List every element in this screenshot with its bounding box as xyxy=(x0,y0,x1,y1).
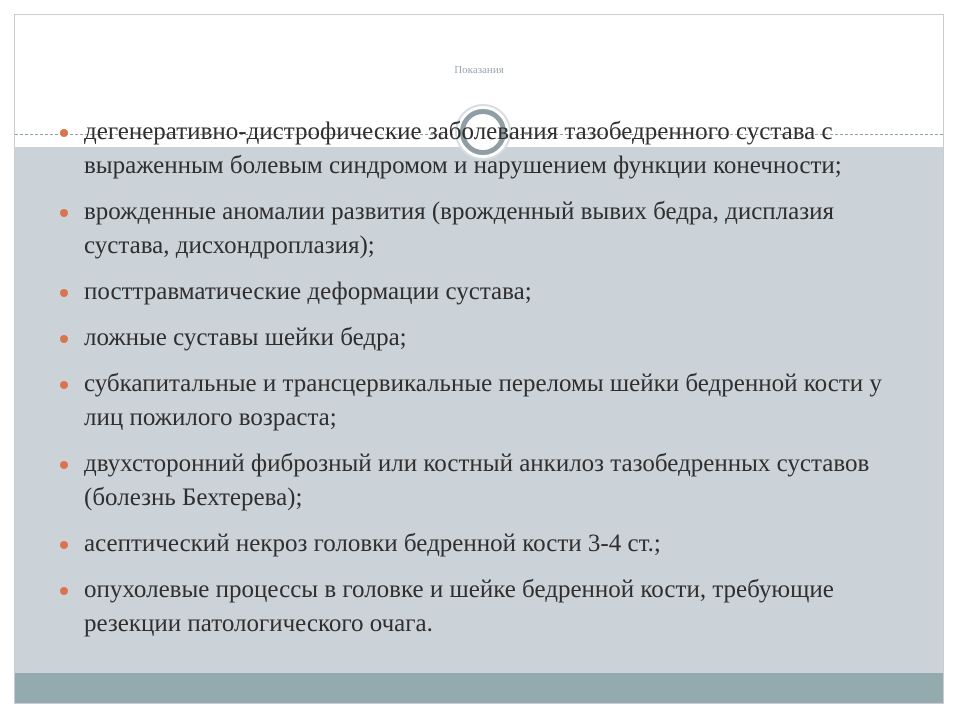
bullet-text: опухолевые процессы в головке и шейке бедренной кости, требующие резекции патологического очага. xyxy=(84,576,834,637)
list-item xyxy=(57,573,917,641)
bullet-text: асептический некроз головки бедренной кости 3-4 ст.; xyxy=(84,530,661,557)
bullet-icon xyxy=(60,129,68,137)
bullet-text: двухсторонний фиброзный или костный анкилоз тазобедренных суставов (болезнь Бехтерева); xyxy=(84,450,870,511)
footer-band xyxy=(15,673,943,704)
list-item xyxy=(57,367,917,435)
bullet-text: врожденные аномалии развития (врожденный вывих бедра, дисплазия сустава, дисхондроплазия); xyxy=(84,198,835,259)
bullet-list xyxy=(57,115,917,653)
slide-title: Показания xyxy=(454,64,504,76)
bullet-icon xyxy=(60,541,68,549)
slide xyxy=(14,14,944,704)
list-item xyxy=(57,527,917,561)
bullet-text: субкапитальные и трансцервикальные переломы шейки бедренной кости у лиц пожилого возраста; xyxy=(84,370,882,431)
bullet-icon xyxy=(60,209,68,217)
bullet-text: ложные суставы шейки бедра; xyxy=(84,324,407,351)
bullet-icon xyxy=(60,381,68,389)
bullet-icon xyxy=(60,461,68,469)
bullet-text: посттравматические деформации сустава; xyxy=(84,278,532,305)
bullet-text: дегенеративно-дистрофические заболевания тазобедренного сустава с выраженным болевым синдромом и нарушением функции конечности; xyxy=(84,118,842,179)
list-item xyxy=(57,195,917,263)
list-item xyxy=(57,275,917,309)
bullet-icon xyxy=(60,335,68,343)
list-item xyxy=(57,115,917,183)
list-item xyxy=(57,321,917,355)
bullet-icon xyxy=(60,289,68,297)
bullet-icon xyxy=(60,587,68,595)
list-item xyxy=(57,447,917,515)
